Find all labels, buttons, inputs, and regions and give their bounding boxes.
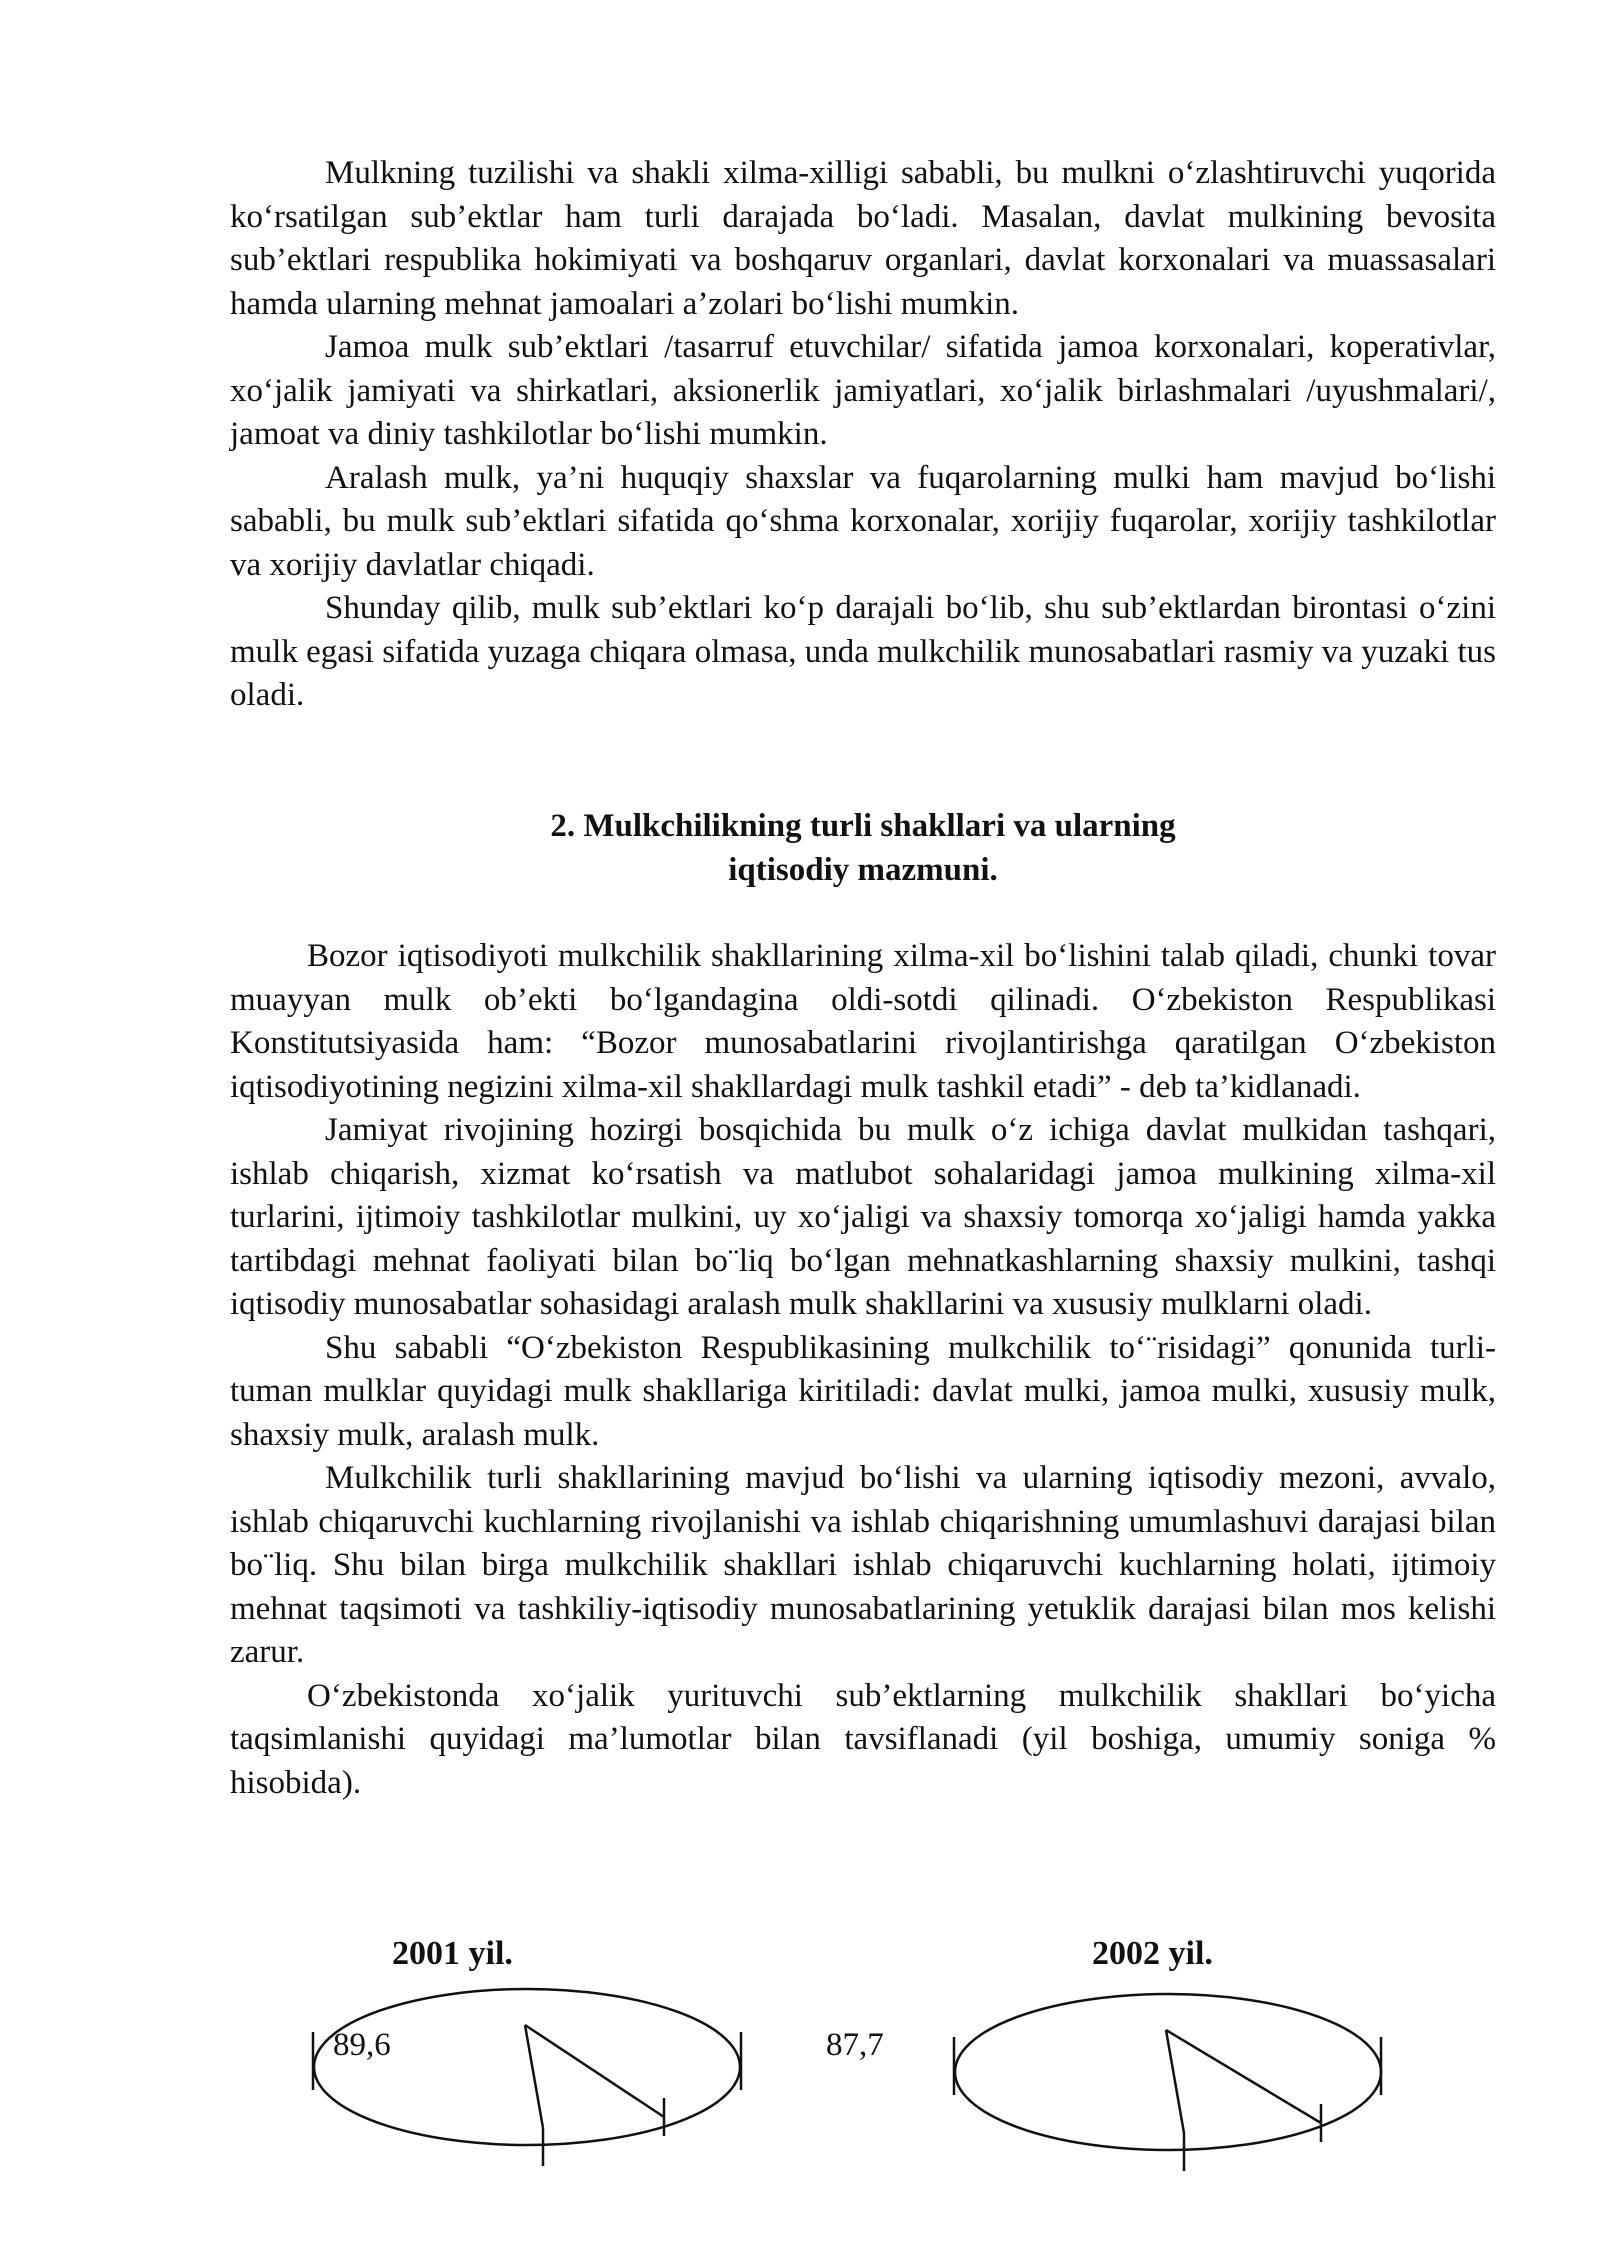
pie-chart-2002: [954, 1994, 1381, 2171]
paragraph: O‘zbekistonda xo‘jalik yurituvchi sub’ektlarning mulkchilik shakllari bo‘yicha taqsimlanishi quyidagi ma’lumotlar bilan tavsiflanadi (yil boshiga, umumiy soniga % hisobida).: [230, 1677, 1496, 1801]
paragraph: Bozor iqtisodiyoti mulkchilik shakllarining xilma-xil bo‘lishini talab qiladi, chunki tovar muayyan mulk ob’ekti bo‘lgandagina oldi-sotdi qilinadi. O‘zbekiston Respublikasi Konstitutsiyasida ham: “Bozor munosabatlarini rivojlantirishga qaratilgan O‘zbekiston iqtisodiyotining negizini xilma-xil shakllardagi mulk tashkil etadi” - deb ta’kidlanadi.: [230, 938, 1496, 1105]
pie-outline: [314, 1989, 740, 2145]
pie-chart-2001: [313, 1989, 741, 2166]
paragraph: Mulkning tuzilishi va shakli xilma-xilligi sababli, bu mulkni o‘zlashtiruvchi yuqorida ko‘rsatilgan sub’ektlar ham turli darajada bo‘ladi. Masalan, davlat mulkining bevosita sub’ektlari respublika hokimiyati va boshqaruv organlari, davlat korxonalari va muassasalari hamda ularning mehnat jamoalari a’zolari bo‘lishi mumkin.: [230, 155, 1496, 322]
paragraph: Shu sababli “O‘zbekiston Respublikasining mulkchilik to‘¨risidagi” qonunida turli-tuman mulklar quyidagi mulk shakllariga kiritiladi: davlat mulki, jamoa mulki, xususiy mulk, shaxsiy mulk, aralash mulk.: [230, 1329, 1496, 1453]
paragraph: Jamiyat rivojining hozirgi bosqichida bu mulk o‘z ichiga davlat mulkidan tashqari, ishlab chiqarish, xizmat ko‘rsatish va matlubot sohalaridagi jamoa mulkining xilma-xil turlarini, ijtimoiy tashkilotlar mulkini, uy xo‘jaligi va shaxsiy tomorqa xo‘jaligi hamda yakka tartibdagi mehnat faoliyati bilan bo¨liq bo‘lgan mehnatkashlarning shaxsiy mulkini, tashqi iqtisodiy munosabatlar sohasidagi aralash mulk shakllarini va xususiy mulklarni oladi.: [230, 1112, 1496, 1322]
paragraph: Jamoa mulk sub’ektlari /tasarruf etuvchilar/ sifatida jamoa korxonalari, koperativlar, xo‘jalik jamiyati va shirkatlari, aksionerlik jamiyatlari, xo‘jalik birlashmalari /uyushmalari/, jamoat va diniy tashkilotlar bo‘lishi mumkin.: [230, 329, 1496, 452]
chart-value-2002: 87,7: [826, 2027, 884, 2063]
pie-outline: [955, 1994, 1381, 2150]
pie-slice-line: [1166, 2030, 1321, 2123]
heading-line-1: 2. Mulkchilikning turli shakllari va ularning: [550, 808, 1176, 844]
paragraph: Aralash mulk, ya’ni huquqiy shaxslar va fuqarolarning mulki ham mavjud bo‘lishi sababli, bu mulk sub’ektlari sifatida qo‘shma korxonalar, xorijiy fuqarolar, xorijiy tashkilotlar va xorijiy davlatlar chiqadi.: [230, 459, 1496, 583]
heading-line-2: iqtisodiy mazmuni.: [728, 851, 998, 888]
pie-slice-line: [1166, 2030, 1184, 2133]
paragraph: Mulkchilik turli shakllarining mavjud bo‘lishi va ularning iqtisodiy mezoni, avvalo, ishlab chiqaruvchi kuchlarning rivojlanishi va ishlab chiqarishning umumlashuvi darajasi bilan bo¨liq. Shu bilan birga mulkchilik shakllari ishlab chiqaruvchi kuchlarning holati, ijtimoiy mehnat taqsimoti va tashkiliy-iqtisodiy munosabatlarining yetuklik darajasi bilan mos kelishi zarur.: [230, 1460, 1496, 1670]
chart-year-2002: 2002 yil.: [1092, 1935, 1213, 1972]
pie-slice-line: [525, 2025, 543, 2128]
chart-value-2001: 89,6: [333, 2027, 391, 2063]
paragraph: Shunday qilib, mulk sub’ektlari ko‘p darajali bo‘lib, shu sub’ektlardan birontasi o‘zini mulk egasi sifatida yuzaga chiqara olmasa, unda mulkchilik munosabatlari rasmiy va yuzaki tus oladi.: [230, 590, 1496, 713]
pie-slice-line: [525, 2025, 664, 2117]
chart-year-2001: 2001 yil.: [392, 1935, 513, 1972]
